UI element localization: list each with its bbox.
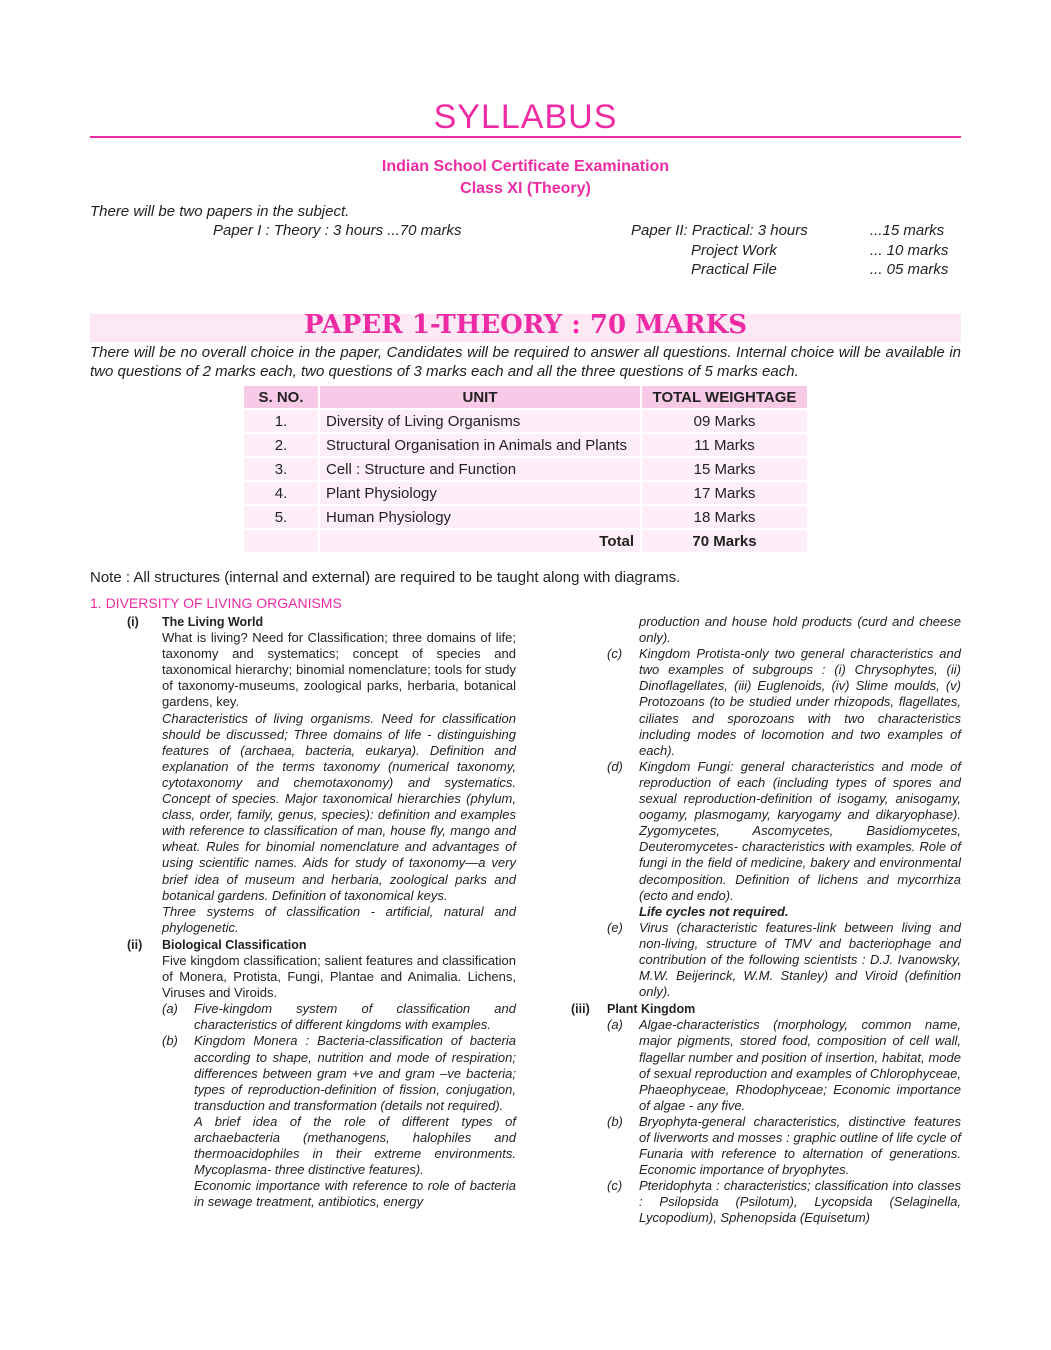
table-total-row bbox=[244, 530, 807, 552]
section-title: 1. DIVERSITY OF LIVING ORGANISMS bbox=[90, 595, 342, 611]
table-row bbox=[244, 410, 807, 432]
item-ii-b-text3: Economic importance with reference to role of bacteria in sewage treatment, antibiotics, energy bbox=[194, 1178, 516, 1210]
col-unit: UNIT bbox=[320, 386, 640, 408]
theory-heading: PAPER 1-THEORY : 70 MARKS bbox=[303, 310, 748, 340]
item-ii-e bbox=[607, 919, 961, 1000]
item-ii-d bbox=[607, 758, 961, 920]
row-sno: 1. bbox=[244, 410, 318, 432]
row-unit: Plant Physiology bbox=[320, 482, 640, 504]
item-ii-para1: Five kingdom classification; salient features and classification of Monera, Protista, Fungi, Plantae and Animalia. Lichens, Viruses and Viroids. bbox=[162, 952, 516, 1001]
item-ii-a-text: Five-kingdom system of classification and characteristics of different kingdoms with examples. bbox=[194, 1001, 516, 1033]
item-ii-e-label: (e) bbox=[607, 919, 623, 935]
item-iii-c-text: Pteridophyta : characteristics; classification into classes : Psilopsida (Psilotum), Lycopsida (Selaginella, Lycopodium), Sphenopsida (Equisetum) bbox=[639, 1178, 961, 1226]
project-marks: ... 10 marks bbox=[870, 242, 949, 259]
item-iii-a-text: Algae-characteristics (morphology, common name, major pigments, stored food, composition of cell wall, flagellar number and position of insertion, habitat, mode of sexual reproduction and examples of Chlorophyceae, Phaeophyceae, Rhodophyceae; Economic importance of algae - any five. bbox=[639, 1017, 961, 1113]
item-ii-d-label: (d) bbox=[607, 758, 623, 774]
paper2-marks: ...15 marks bbox=[870, 222, 945, 239]
paper1-line: Paper I : Theory : 3 hours ...70 marks bbox=[213, 222, 462, 239]
left-column bbox=[127, 614, 516, 1210]
papers-intro: There will be two papers in the subject. bbox=[90, 203, 350, 220]
col-weightage: TOTAL WEIGHTAGE bbox=[642, 386, 807, 408]
item-iii-b-label: (b) bbox=[607, 1113, 623, 1129]
table-row bbox=[244, 458, 807, 480]
item-ii-a-label: (a) bbox=[162, 1001, 178, 1017]
right-column bbox=[571, 614, 961, 1227]
table-row bbox=[244, 506, 807, 528]
total-value: 70 Marks bbox=[642, 530, 807, 552]
item-ii-b bbox=[162, 1033, 516, 1210]
paper2-label: Paper II: Practical: 3 hours bbox=[631, 222, 808, 239]
row-marks: 09 Marks bbox=[642, 410, 807, 432]
item-ii-c-text: Kingdom Protista-only two general characteristics and two examples of subgroups : (i) Chrysophytes, (ii) Dinoflagellates, (iii) Euglenoids, (iv) Slime moulds, (v) Protozoans (to be studied under rhizopods, flagellates, ciliates and sporozoans with two characteristics including modes of locomotion and two examples of each). bbox=[639, 646, 961, 758]
title-rule bbox=[90, 136, 961, 138]
table-row bbox=[244, 434, 807, 456]
row-unit: Cell : Structure and Function bbox=[320, 458, 640, 480]
item-iii-a bbox=[607, 1017, 961, 1114]
item-i-num: (i) bbox=[127, 615, 139, 629]
item-ii-c-label: (c) bbox=[607, 646, 623, 662]
item-ii-b-text2: A brief idea of the role of different types of archaebacteria (methanogens, halophiles and thermoacidophiles in their extreme environments. Mycoplasma- three distinctive features). bbox=[194, 1113, 516, 1178]
item-i-para2: Characteristics of living organisms. Need for classification should be discussed; Three domains of life - distinguishing features of (archaea, bacteria, eukarya). Definition and explanation of the terms taxonomy (numerical taxonomy, cytotaxonomy and chemotaxonomy) and systematics. Concept of species. Major taxonomical hierarchies (phylum, class, order, family, genus, species): definition and examples with reference to classification of man, house fly, mango and wheat. Rules for binomial nomenclature and advantages of using scientific names. Aids for study of taxonomy—a very brief idea of museum and herbaria, zoological parks and botanical gardens. Definition of taxonomical keys. bbox=[162, 710, 516, 903]
item-ii-b-label: (b) bbox=[162, 1033, 178, 1049]
item-i-title: The Living World bbox=[162, 615, 264, 629]
row-sno: 4. bbox=[244, 482, 318, 504]
row-marks: 15 Marks bbox=[642, 458, 807, 480]
item-i-para1: What is living? Need for Classification; three domains of life; taxonomy and systematics; concept of species and taxonomical hierarchy; binomial nomenclature; tools for study of taxonomy-museums, zoological parks, herbaria, botanical gardens, key. bbox=[162, 630, 516, 710]
table-header-row bbox=[244, 386, 807, 408]
project-label: Project Work bbox=[691, 242, 777, 259]
theory-instructions: There will be no overall choice in the paper, Candidates will be required to answer all questions. Internal choice will be available in two questions of 2 marks each, two questions of 3 marks each and all the three questions of 5 marks each. bbox=[90, 344, 961, 380]
row-unit: Diversity of Living Organisms bbox=[320, 410, 640, 432]
col-sno: S. NO. bbox=[244, 386, 318, 408]
row-marks: 11 Marks bbox=[642, 434, 807, 456]
item-ii-d-text: Kingdom Fungi: general characteristics and mode of reproduction of each (including types of spores and sexual reproduction-definition of isogamy, anisogamy, oogamy, plasmogamy, karyogamy and dikaryophase). Zygomycetes, Ascomycetes, Basidiomycetes, Deuteromycetes- characteristics with examples. Role of fungi in the field of medicine, bakery and environmental decomposition. Definition of lichens and mycorrhiza (ecto and endo). bbox=[639, 758, 961, 903]
class-name: Class XI (Theory) bbox=[460, 180, 591, 197]
row-unit: Human Physiology bbox=[320, 506, 640, 528]
total-label: Total bbox=[320, 530, 640, 552]
file-label: Practical File bbox=[691, 261, 777, 278]
row-sno: 5. bbox=[244, 506, 318, 528]
item-iii-c bbox=[607, 1178, 961, 1226]
item-ii-a bbox=[162, 1001, 516, 1033]
item-iii-a-label: (a) bbox=[607, 1017, 623, 1033]
item-ii-title: Biological Classification bbox=[162, 937, 307, 952]
row-unit: Structural Organisation in Animals and Plants bbox=[320, 434, 640, 456]
total-empty bbox=[244, 530, 318, 552]
row-marks: 18 Marks bbox=[642, 506, 807, 528]
item-iii-c-label: (c) bbox=[607, 1178, 623, 1194]
item-ii-d-note: Life cycles not required. bbox=[639, 903, 789, 919]
item-iii-b bbox=[607, 1113, 961, 1178]
file-marks: ... 05 marks bbox=[870, 261, 949, 278]
item-iii-title: Plant Kingdom bbox=[607, 1002, 696, 1017]
row-marks: 17 Marks bbox=[642, 482, 807, 504]
item-iii-num: (iii) bbox=[571, 1002, 590, 1017]
row-sno: 2. bbox=[244, 434, 318, 456]
diagram-note: Note : All structures (internal and external) are required to be taught along with diagrams. bbox=[90, 569, 681, 586]
item-ii-b-text1: Kingdom Monera : Bacteria-classification of bacteria according to shape, nutrition and mode of respiration; differences between gram +ve and gram –ve bacteria; types of reproduction-definition of fission, conjugation, transduction and transformation (details not required). bbox=[194, 1033, 516, 1113]
item-ii-num: (ii) bbox=[127, 937, 143, 952]
item-iii-b-text: Bryophyta-general characteristics, distinctive features of liverworts and mosses : graphic outline of life cycle of Funaria with reference to alternation of generations. Economic importance of bryophytes. bbox=[639, 1113, 961, 1178]
exam-name: Indian School Certificate Examination bbox=[381, 158, 670, 175]
item-ii-b-continued: production and house hold products (curd and cheese only). bbox=[639, 614, 961, 646]
item-ii-e-text: Virus (characteristic features-link between living and non-living, structure of TMV and bacteriophage and contribution of the following scientists : D.J. Ivanowsky, M.W. Beijerinck, W.M. Stanley) and Viroid (definition only). bbox=[639, 919, 961, 1000]
row-sno: 3. bbox=[244, 458, 318, 480]
units-table bbox=[242, 384, 809, 554]
page-title: SYLLABUS bbox=[433, 98, 618, 136]
item-i-para3: Three systems of classification - artificial, natural and phylogenetic. bbox=[162, 903, 516, 935]
table-row bbox=[244, 482, 807, 504]
item-ii-c bbox=[607, 646, 961, 759]
